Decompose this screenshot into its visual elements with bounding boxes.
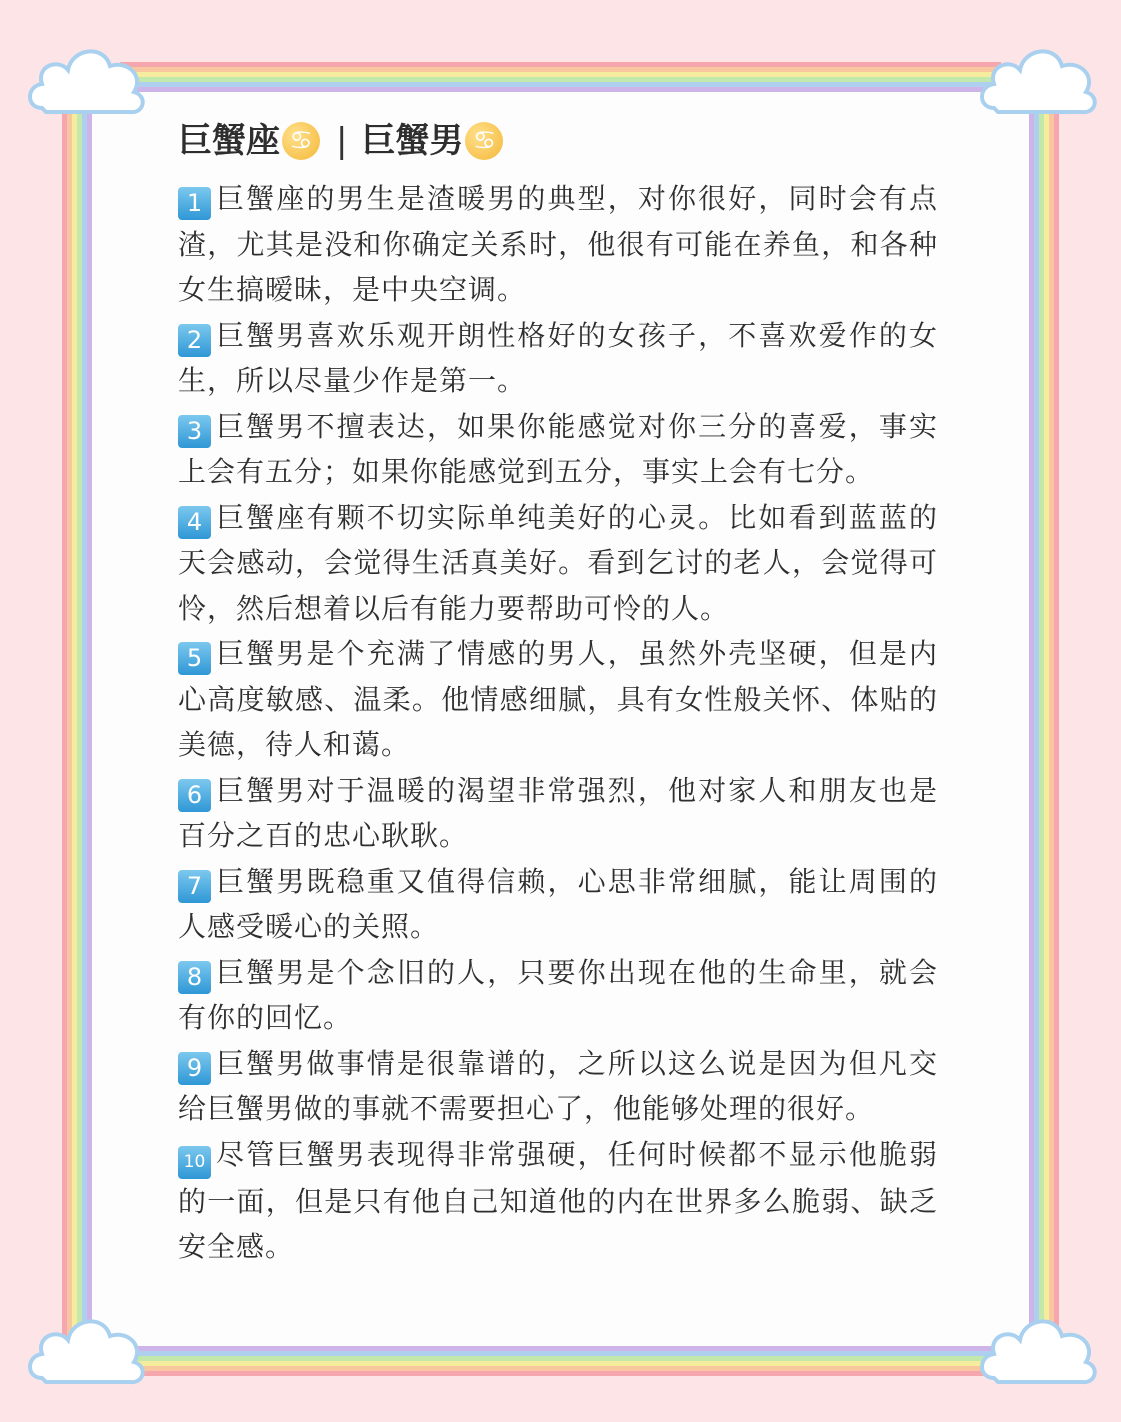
list-item [178,950,938,1041]
cancer-sign-icon: ♋ [282,122,320,160]
cancer-sign-icon: ♋ [465,122,503,160]
rainbow-border-right [1029,90,1059,1340]
number-badge-icon: 5 [178,642,211,675]
cloud-icon [22,1300,152,1400]
list-item-text: 尽管巨蟹男表现得非常强硬，任何时候都不显示他脆弱的一面，但是只有他自己知道他的内在世界多么脆弱、缺乏安全感。 [178,1137,938,1263]
rainbow-border-bottom [120,1346,1001,1376]
number-badge-icon: 9 [178,1052,211,1085]
list-item-text: 巨蟹男是个充满了情感的男人，虽然外壳坚硬，但是内心高度敏感、温柔。他情感细腻，具有女性般关怀、体贴的美德，待人和蔼。 [178,637,938,761]
title-right: 巨蟹男 [361,121,464,161]
list-item [178,495,938,632]
title-separator: | [336,121,348,161]
list-item-text: 巨蟹座的男生是渣暖男的典型，对你很好，同时会有点渣，尤其是没和你确定关系时，他很有可能在养鱼，和各种女生搞暧昧，是中央空调。 [178,182,938,306]
list-item [178,859,938,950]
list-item [178,631,938,768]
list-item [178,404,938,495]
number-badge-icon: 10 [178,1146,211,1179]
number-badge-icon: 1 [178,187,211,220]
number-badge-icon: 3 [178,415,211,448]
list-item-text: 巨蟹男不擅表达，如果你能感觉对你三分的喜爱，事实上会有五分；如果你能感觉到五分，事实上会有七分。 [178,409,938,488]
cloud-icon [22,30,152,130]
number-badge-icon: 6 [178,779,211,812]
number-badge-icon: 7 [178,870,211,903]
cloud-icon [974,1300,1104,1400]
list-item [178,176,938,313]
list-item-text: 巨蟹男既稳重又值得信赖，心思非常细腻，能让周围的人感受暖心的关照。 [178,864,938,943]
page-title [178,116,938,166]
rainbow-border-left [62,90,92,1340]
number-badge-icon: 8 [178,961,211,994]
rainbow-border-top [120,62,1001,92]
list-item [178,313,938,404]
list-item-text: 巨蟹男喜欢乐观开朗性格好的女孩子，不喜欢爱作的女生，所以尽量少作是第一。 [178,318,938,397]
title-left: 巨蟹座 [178,121,280,161]
number-badge-icon: 4 [178,506,211,539]
cloud-icon [974,30,1104,130]
list-item-text: 巨蟹男对于温暖的渴望非常强烈，他对家人和朋友也是百分之百的忠心耿耿。 [178,773,938,852]
article-body [178,116,938,1270]
number-badge-icon: 2 [178,324,211,357]
list-item-text: 巨蟹男是个念旧的人，只要你出现在他的生命里，就会有你的回忆。 [178,955,938,1034]
list-item [178,768,938,859]
list-item [178,1132,938,1270]
list-item-text: 巨蟹男做事情是很靠谱的，之所以这么说是因为但凡交给巨蟹男做的事就不需要担心了，他能够处理的很好。 [178,1046,938,1125]
list-item [178,1041,938,1132]
list-item-text: 巨蟹座有颗不切实际单纯美好的心灵。比如看到蓝蓝的天会感动，会觉得生活真美好。看到乞讨的老人，会觉得可怜，然后想着以后有能力要帮助可怜的人。 [178,500,938,625]
